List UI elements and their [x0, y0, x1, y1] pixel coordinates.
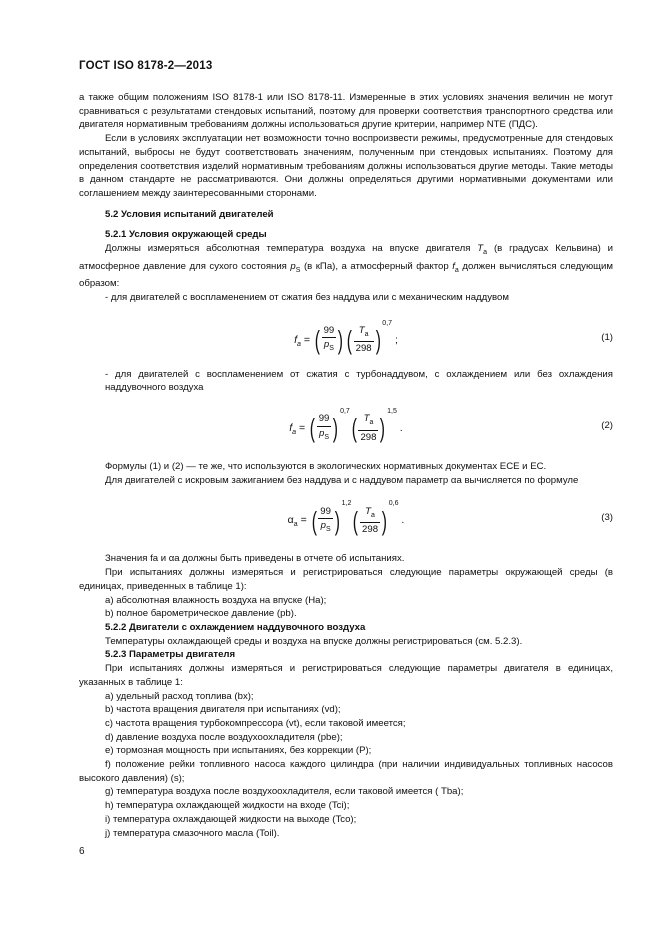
list-item: d) давление воздуха после воздухоохладителя (pbe);	[105, 731, 343, 743]
formula-number: (3)	[601, 512, 613, 524]
paragraph: Температуры охлаждающей среды и воздуха на впуске должны регистрироваться (см. 5.2.3).	[105, 635, 523, 647]
formula-1: $f_a$ = ( $\frac{99}{p_S}$ ) ( $\frac{T_a}{298}$ )$^{0,7}$ ; (1)	[294, 319, 613, 355]
list-item: - для двигателей с воспламенением от сжатия без наддува или с механическим наддувом	[105, 291, 509, 303]
list-item: g) температура воздуха после воздухоохладителя, если таковой имеется ( Tba);	[105, 786, 464, 798]
list-item: е) тормозная мощность при испытаниях, без коррекции (P);	[105, 745, 372, 757]
paragraph: а также общим положениям ISO 8178-1 или ISO 8178-11. Измеренные в этих условиях значения величин не могут сравниваться с результатами стендовых испытаний, поэтому для проверки соответствия транспортного средства или двигателя нормативным требованиям должны использоваться другие критерии, например NTE (ПДС).	[79, 92, 613, 131]
paragraph: Для двигателей с искровым зажиганием без наддува и с наддувом параметр αa вычисляется по формуле	[105, 474, 579, 486]
list-item: с) частота вращения турбокомпрессора (vt), если таковой имеется;	[105, 717, 406, 729]
document-header: ГОСТ ISO 8178-2—2013	[79, 60, 213, 72]
subsection-heading: 5.2.3 Параметры двигателя	[105, 649, 236, 661]
list-item: j) температура смазочного масла (Toil).	[105, 827, 280, 839]
page-number: 6	[79, 846, 85, 857]
formula-3: $\alpha_a$ = ( $\frac{99}{p_S}$ )$^{1,2}$( $\frac{T_a}{298}$ )$^{0,6}$ . (3)	[287, 500, 613, 536]
list-item: а) абсолютная влажность воздуха на впуске (Ha);	[105, 594, 327, 606]
paragraph: Формулы (1) и (2) — те же, что используются в экологических нормативных документах ЕСЕ и ЕС.	[105, 461, 547, 473]
list-item: f) положение рейки топливного насоса каждого цилиндра (при наличии индивидуальных топливных насосов высокого давления) (s);	[79, 759, 613, 784]
body-text	[79, 91, 613, 840]
paragraph: Должны измеряться абсолютная температура воздуха на впуске двигателя $T_a$ (в градусах Кельвина) и атмосферное давление для сухого состояния $p_S$ (в кПа), а атмосферный фактор $f_a$ должен вычисляться следующим образом:	[79, 243, 614, 290]
list-item: b) полное барометрическое давление (pb).	[105, 608, 297, 620]
formula-2: $f_a$ = ( $\frac{99}{p_S}$ )$^{0,7}$( $\frac{T_a}{298}$ )$^{1,5}$ . (2)	[289, 408, 613, 444]
list-item: а) удельный расход топлива (bx);	[105, 690, 254, 702]
list-item: - для двигателей с воспламенением от сжатия с турбонаддувом, с охлаждением или без охлаждения наддувочного воздуха	[105, 368, 613, 394]
paragraph: Если в условиях эксплуатации нет возможности точно воспроизвести режимы, предусмотренные для стендовых испытаний, выбросы не будут соответствовать значениям, полученным при стендовых испытаниях. Поэтому для определения соответствия изделий нормативным требованиям должны использоваться другие методы. Такие методы в данном стандарте не рассматриваются. Они должны определяться другими нормативными документами или соглашением между заинтересованными сторонами.	[79, 133, 613, 199]
formula-number: (2)	[601, 420, 613, 432]
section-heading: 5.2 Условия испытаний двигателей	[105, 208, 274, 220]
paragraph: Значения fa и αa должны быть приведены в отчете об испытаниях.	[105, 553, 405, 565]
formula-number: (1)	[601, 331, 613, 343]
list-item: b) частота вращения двигателя при испытаниях (vd);	[105, 704, 341, 716]
list-item: i) температура охлаждающей жидкости на выходе (Tco);	[105, 813, 357, 825]
subsection-heading: 5.2.2 Двигатели с охлаждением наддувочного воздуха	[105, 621, 366, 633]
subsection-heading: 5.2.1 Условия окружающей среды	[105, 229, 267, 241]
list-item: h) температура охлаждающей жидкости на входе (Tci);	[105, 800, 350, 812]
paragraph: При испытаниях должны измеряться и регистрироваться следующие параметры окружающей среды (в единицах, приведенных в таблице 1):	[79, 567, 613, 592]
paragraph: При испытаниях должны измеряться и регистрироваться следующие параметры двигателя в единицах, указанных в таблице 1:	[79, 663, 613, 688]
